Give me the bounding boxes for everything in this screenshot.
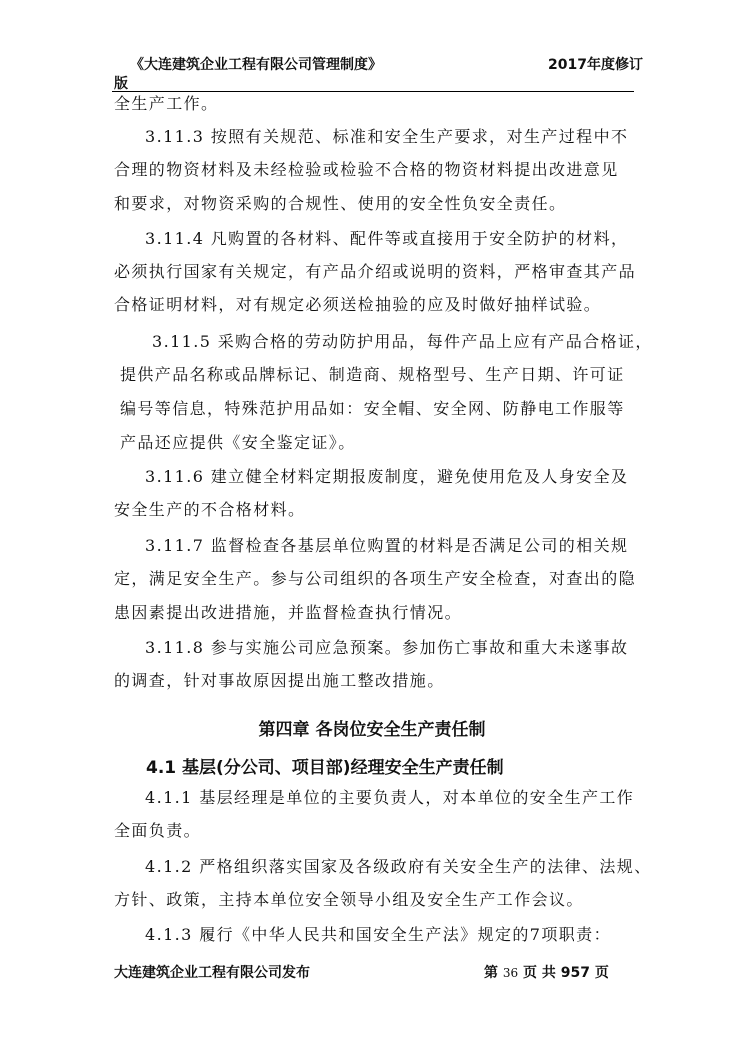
body-line: 3.11.8 参与实施公司应急预案。参加伤亡事故和重大未遂事故 <box>145 638 629 657</box>
header-title: 《大连建筑企业工程有限公司管理制度》 <box>130 57 382 73</box>
body-line: 合理的物资材料及未经检验或检验不合格的物资材料提出改进意见 <box>114 160 619 179</box>
section-heading: 4.1 基层(分公司、项目部)经理安全生产责任制 <box>146 758 504 778</box>
body-line: 产品还应提供《安全鉴定证》。 <box>120 433 356 452</box>
body-line: 方针、政策，主持本单位安全领导小组及安全生产工作会议。 <box>114 890 584 909</box>
footer-page <box>484 962 609 982</box>
body-line: 全面负责。 <box>114 821 202 840</box>
body-line: 必须执行国家有关规定，有产品介绍或说明的资料，严格审查其产品 <box>114 262 637 281</box>
body-line: 安全生产的不合格材料。 <box>114 500 306 519</box>
page-total: 页 共 957 页 <box>523 965 609 981</box>
header-wrap: 版 <box>114 76 128 92</box>
page-number: 36 <box>502 966 519 980</box>
body-line: 合格证明材料，对有规定必须送检抽验的应及时做好抽样试验。 <box>114 295 602 314</box>
chapter-heading: 第四章 各岗位安全生产责任制 <box>258 720 486 740</box>
body-line: 3.11.7 监督检查各基层单位购置的材料是否满足公司的相关规 <box>145 536 629 555</box>
body-line: 全生产工作。 <box>114 94 219 113</box>
body-line: 定，满足安全生产。参与公司组织的各项生产安全检查，对查出的隐 <box>114 569 637 588</box>
body-line: 3.11.4 凡购置的各材料、配件等或直接用于安全防护的材料， <box>145 229 629 248</box>
body-line: 4.1.1 基层经理是单位的主要负责人，对本单位的安全生产工作 <box>145 788 635 807</box>
body-line: 3.11.5 采购合格的劳动防护用品，每件产品上应有产品合格证， <box>152 332 653 351</box>
body-line: 编号等信息，特殊范护用品如：安全帽、安全网、防静电工作服等 <box>120 399 625 418</box>
body-line: 患因素提出改进措施，并监督检查执行情况。 <box>114 603 463 622</box>
body-line: 3.11.6 建立健全材料定期报废制度，避免使用危及人身安全及 <box>145 467 629 486</box>
body-line: 和要求，对物资采购的合规性、使用的安全性负安全责任。 <box>114 194 567 213</box>
body-line: 4.1.3 履行《中华人民共和国安全生产法》规定的7项职责： <box>145 925 611 944</box>
body-line: 3.11.3 按照有关规范、标准和安全生产要求，对生产过程中不 <box>145 127 629 146</box>
header-year: 2017年度修订 <box>548 57 643 73</box>
page-prefix: 第 <box>484 965 498 981</box>
footer-publisher: 大连建筑企业工程有限公司发布 <box>114 965 310 981</box>
header-rule <box>112 91 634 92</box>
body-line: 的调查，针对事故原因提出施工整改措施。 <box>114 671 445 690</box>
body-line: 4.1.2 严格组织落实国家及各级政府有关安全生产的法律、法规、 <box>145 857 652 876</box>
body-line: 提供产品名称或品牌标记、制造商、规格型号、生产日期、许可证 <box>120 365 625 384</box>
